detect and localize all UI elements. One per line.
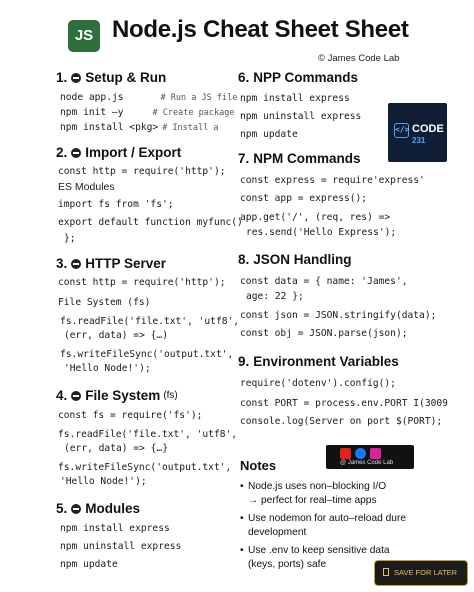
section-title: NPP Commands [253, 70, 359, 85]
social-links [326, 445, 414, 469]
bullet-icon: • [240, 513, 244, 524]
code-line: npm install express [60, 523, 170, 534]
bookmark-icon [383, 568, 389, 576]
code-line: age: 22 }; [246, 291, 304, 302]
section-suffix: (fs) [163, 390, 178, 401]
code-line: const json = JSON.stringify(data); [240, 310, 437, 321]
note-item: • Use nodemon for auto–reload dure development [240, 513, 407, 538]
social-handle: @ James Code Lab [340, 460, 394, 466]
section-modules [56, 501, 140, 516]
code-line: res.send('Hello Express'); [246, 227, 397, 238]
section-title: Setup & Run [85, 70, 167, 85]
code-line: npm init –y # Create package [60, 107, 235, 118]
section-number: 8. [238, 252, 250, 267]
code-line: (err, data) => {…} [64, 443, 168, 454]
code-line: app.get('/', (req, res) => [240, 212, 391, 223]
section-number: 3. [56, 256, 68, 271]
copyright: © James Code Lab [318, 53, 400, 64]
youtube-icon[interactable] [340, 448, 351, 459]
code-line: const http = require('http'); [58, 166, 226, 177]
code-line: File System (fs) [58, 297, 151, 308]
code-line: const obj = JSON.parse(json); [240, 328, 408, 339]
section-number: 7. [238, 151, 250, 166]
circle-icon [71, 504, 81, 514]
note-item: • Node.js uses non–blocking I/O → perfect for real–time apps [240, 481, 387, 506]
bullet-icon: • [240, 545, 244, 556]
code-line: fs.readFile('file.txt', 'utf8', [58, 429, 238, 440]
code-line: const http = require('http'); [58, 277, 226, 288]
code-line: const data = { name: 'James', [240, 276, 408, 287]
section-number: 2. [56, 145, 68, 160]
logo-text: CODE [412, 123, 444, 135]
save-for-later-button[interactable]: SAVE FOR LATER [374, 560, 468, 586]
code-comment: # Run a JS file [160, 93, 238, 103]
code-line: const fs = require('fs'); [58, 410, 203, 421]
section-title: Environment Variables [253, 354, 399, 369]
code-line: fs.writeFileSync('output.txt', [58, 462, 232, 473]
instagram-icon[interactable] [370, 448, 381, 459]
code-line: npm uninstall express [240, 111, 362, 122]
notes-title: Notes [240, 458, 277, 473]
bullet-icon: • [240, 481, 244, 492]
circle-icon [71, 73, 81, 83]
code-line: const PORT = process.env.PORT I(3009 [240, 398, 448, 409]
code-line: npm update [60, 559, 118, 570]
code231-logo [388, 103, 447, 162]
code-line: }; [64, 233, 76, 244]
section-file-system [56, 388, 178, 403]
note-item: • Use .env to keep sensitive data (keys, ports) safe [240, 545, 390, 570]
code-line: require('dotenv').config(); [240, 378, 396, 389]
section-number: 6. [238, 70, 250, 85]
section-title: File System [85, 388, 161, 403]
section-npp-commands [238, 70, 358, 85]
section-title: Import / Export [85, 145, 182, 160]
code-line: npm install express [240, 93, 350, 104]
section-setup-run [56, 70, 166, 85]
section-title: JSON Handling [253, 252, 352, 267]
section-environment-variables [238, 354, 399, 369]
code-line: fs.readFile('file.txt', 'utf8', [60, 316, 240, 327]
section-title: NPM Commands [253, 151, 361, 166]
code-line: (err, data) => {…) [64, 330, 168, 341]
circle-icon [71, 259, 81, 269]
circle-icon [71, 391, 81, 401]
page-title: Node.js Cheat Sheet Sheet [112, 16, 409, 43]
code-comment: # Install a [162, 123, 219, 133]
code-line: console.log(Server on port $(PORT); [240, 416, 443, 427]
code-line: ES Modules [58, 181, 115, 193]
code-line: npm update [240, 129, 298, 140]
facebook-icon[interactable] [355, 448, 366, 459]
circle-icon [71, 148, 81, 158]
code-line: const express = require'express' [240, 175, 425, 186]
code-line: const app = express(); [240, 193, 368, 204]
code-comment: # Create package [152, 108, 235, 118]
code-brackets-icon: </> [394, 123, 409, 138]
section-number: 1. [56, 70, 68, 85]
code-line: export default function myfunc() [58, 217, 243, 228]
section-title: Modules [85, 501, 141, 516]
logo-number: 231 [412, 136, 426, 145]
section-json-handling [238, 252, 352, 267]
code-line: node app.js # Run a JS file [60, 92, 238, 103]
section-title: HTTP Server [85, 256, 167, 271]
code-line: import fs from 'fs'; [58, 199, 174, 210]
code-line: fs.writeFileSync('output.txt', [60, 349, 234, 360]
code-line: npm install <pkg> # Install a [60, 122, 219, 133]
code-line: npm uninstall express [60, 541, 182, 552]
header [0, 0, 474, 64]
section-npm-commands [238, 151, 361, 166]
js-logo: JS [68, 20, 100, 52]
section-import-export [56, 145, 181, 160]
section-number: 4. [56, 388, 68, 403]
code-line: 'Hello Node!'); [60, 476, 147, 487]
section-number: 5. [56, 501, 68, 516]
section-number: 9. [238, 354, 250, 369]
section-http-server [56, 256, 166, 271]
code-line: 'Hello Node!'); [64, 363, 151, 374]
